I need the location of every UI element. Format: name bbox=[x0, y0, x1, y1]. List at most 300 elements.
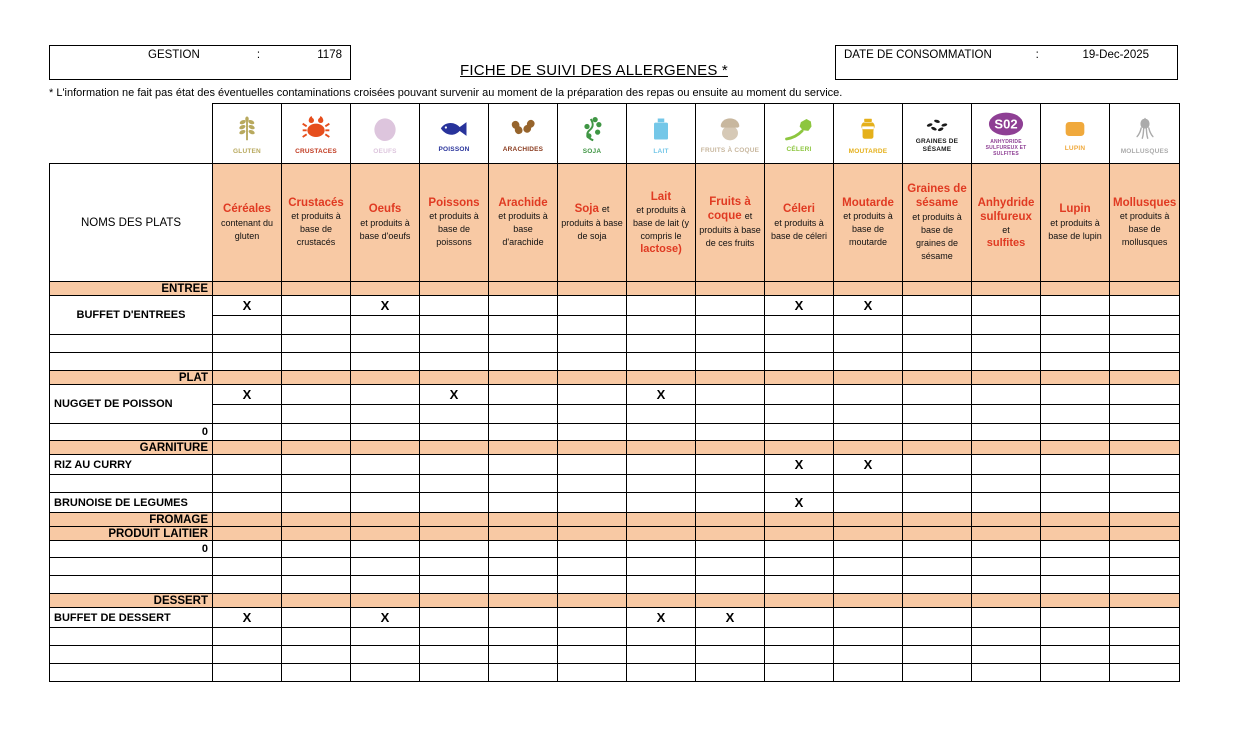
section-cell-crustaces bbox=[282, 594, 351, 608]
data-cell-coque bbox=[696, 475, 765, 493]
row-label-cell bbox=[50, 558, 213, 576]
data-cell-arachides bbox=[489, 455, 558, 475]
so2-icon bbox=[972, 111, 1040, 137]
section-cell-crustaces bbox=[282, 282, 351, 296]
data-cell-mollusques bbox=[1110, 646, 1180, 664]
data-cell-mollusques bbox=[1110, 316, 1180, 335]
data-cell-lupin bbox=[1041, 558, 1110, 576]
data-cell-lupin bbox=[1041, 628, 1110, 646]
dish-name-cell: BUFFET DE DESSERT bbox=[50, 608, 213, 628]
sesame-description-cell bbox=[903, 164, 972, 282]
data-cell-mollusques bbox=[1110, 628, 1180, 646]
data-cell-so2 bbox=[972, 296, 1041, 316]
section-cell-mollusques bbox=[1110, 513, 1180, 527]
data-cell-coque bbox=[696, 541, 765, 558]
data-cell-celeri bbox=[765, 405, 834, 424]
section-cell-lait bbox=[627, 513, 696, 527]
data-cell-moutarde bbox=[834, 628, 903, 646]
data-cell-crustaces bbox=[282, 576, 351, 594]
allergen-mark-cell-lait: X bbox=[627, 608, 696, 628]
allergen-name: Lait bbox=[650, 190, 672, 203]
data-cell-mollusques bbox=[1110, 385, 1180, 405]
section-cell-sesame bbox=[903, 371, 972, 385]
allergen-name: Graines de sésame bbox=[907, 183, 967, 210]
data-cell-soja bbox=[558, 296, 627, 316]
date-value: 19-Dec-2025 bbox=[1082, 49, 1149, 61]
data-cell-oeufs bbox=[351, 576, 420, 594]
allergen-icon-label: GRAINES DE SÉSAME bbox=[915, 137, 959, 153]
data-cell-lupin bbox=[1041, 608, 1110, 628]
data-cell-moutarde bbox=[834, 316, 903, 335]
mollusques-header-cell bbox=[1110, 104, 1180, 164]
allergen-name: Céréales bbox=[223, 203, 271, 216]
data-cell-lupin bbox=[1041, 316, 1110, 335]
allergen-icon-label: POISSON bbox=[438, 145, 470, 153]
data-cell-lait bbox=[627, 424, 696, 441]
data-cell-coque bbox=[696, 385, 765, 405]
section-cell-crustaces bbox=[282, 527, 351, 541]
celeri-header-cell bbox=[765, 104, 834, 164]
data-cell-lait bbox=[627, 558, 696, 576]
data-cell-crustaces bbox=[282, 628, 351, 646]
data-cell-coque bbox=[696, 424, 765, 441]
section-cell-so2 bbox=[972, 594, 1041, 608]
arachides-description-cell bbox=[489, 164, 558, 282]
data-cell-arachides bbox=[489, 405, 558, 424]
allergen-icon-label: SOJA bbox=[582, 147, 602, 155]
section-cell-gluten bbox=[213, 282, 282, 296]
soy-icon bbox=[558, 112, 626, 146]
data-cell-so2 bbox=[972, 628, 1041, 646]
mollusques-description-cell bbox=[1110, 164, 1180, 282]
data-cell-mollusques bbox=[1110, 353, 1180, 371]
allergen-icon-label: ARACHIDES bbox=[502, 145, 544, 153]
allergen-name: Oeufs bbox=[368, 203, 402, 216]
section-cell-mollusques bbox=[1110, 371, 1180, 385]
data-cell-gluten bbox=[213, 664, 282, 682]
data-cell-coque bbox=[696, 296, 765, 316]
coque-description-cell bbox=[696, 164, 765, 282]
section-cell-sesame bbox=[903, 594, 972, 608]
allergen-icon-label: GLUTEN bbox=[233, 147, 261, 155]
data-cell-so2 bbox=[972, 558, 1041, 576]
section-cell-gluten bbox=[213, 441, 282, 455]
data-cell-celeri bbox=[765, 628, 834, 646]
allergen-description: et produits à base de mollusques bbox=[1119, 211, 1170, 248]
section-cell-gluten bbox=[213, 527, 282, 541]
allergen-name: Céleri bbox=[783, 203, 815, 216]
allergen-description: et produits à base de ces fruits bbox=[699, 211, 761, 248]
data-cell-coque bbox=[696, 493, 765, 513]
data-cell-gluten bbox=[213, 316, 282, 335]
data-cell-poisson bbox=[420, 493, 489, 513]
data-cell-sesame bbox=[903, 608, 972, 628]
lupin-icon bbox=[1041, 115, 1109, 143]
allergen-name: Mollusques bbox=[1113, 196, 1177, 209]
data-cell-so2 bbox=[972, 335, 1041, 353]
data-cell-moutarde bbox=[834, 424, 903, 441]
data-cell-so2 bbox=[972, 664, 1041, 682]
data-cell-sesame bbox=[903, 558, 972, 576]
data-cell-celeri bbox=[765, 424, 834, 441]
data-cell-gluten bbox=[213, 541, 282, 558]
data-cell-poisson bbox=[420, 316, 489, 335]
data-cell-crustaces bbox=[282, 475, 351, 493]
data-cell-poisson bbox=[420, 335, 489, 353]
gestion-label: GESTION bbox=[148, 49, 200, 61]
celeri-description-cell bbox=[765, 164, 834, 282]
section-cell-sesame bbox=[903, 513, 972, 527]
data-cell-mollusques bbox=[1110, 541, 1180, 558]
allergen-icon-label: MOUTARDE bbox=[848, 147, 888, 155]
data-cell-soja bbox=[558, 493, 627, 513]
data-cell-coque bbox=[696, 664, 765, 682]
data-cell-lupin bbox=[1041, 296, 1110, 316]
data-cell-moutarde bbox=[834, 541, 903, 558]
lait-header-cell bbox=[627, 104, 696, 164]
section-cell-soja bbox=[558, 282, 627, 296]
data-cell-sesame bbox=[903, 541, 972, 558]
section-cell-so2 bbox=[972, 513, 1041, 527]
data-cell-poisson bbox=[420, 664, 489, 682]
gluten-header-cell bbox=[213, 104, 282, 164]
data-cell-oeufs bbox=[351, 424, 420, 441]
data-cell-oeufs bbox=[351, 316, 420, 335]
mustard-icon bbox=[834, 112, 902, 146]
data-cell-celeri bbox=[765, 576, 834, 594]
section-cell-arachides bbox=[489, 282, 558, 296]
data-cell-soja bbox=[558, 475, 627, 493]
data-cell-sesame bbox=[903, 455, 972, 475]
allergen-description: et bbox=[1002, 225, 1010, 236]
data-cell-gluten bbox=[213, 646, 282, 664]
data-cell-so2 bbox=[972, 493, 1041, 513]
data-cell-mollusques bbox=[1110, 296, 1180, 316]
data-cell-oeufs bbox=[351, 385, 420, 405]
section-cell-gluten bbox=[213, 371, 282, 385]
data-cell-gluten bbox=[213, 405, 282, 424]
data-cell-moutarde bbox=[834, 493, 903, 513]
squid-icon bbox=[1110, 112, 1179, 146]
sesame-header-cell bbox=[903, 104, 972, 164]
page-title: FICHE DE SUIVI DES ALLERGENES * bbox=[460, 62, 728, 79]
data-cell-poisson bbox=[420, 646, 489, 664]
data-cell-oeufs bbox=[351, 664, 420, 682]
allergen-mark-cell-moutarde: X bbox=[834, 455, 903, 475]
lait-description-cell bbox=[627, 164, 696, 282]
section-cell-oeufs bbox=[351, 527, 420, 541]
section-cell-gluten bbox=[213, 513, 282, 527]
allergen-mark-cell-celeri: X bbox=[765, 493, 834, 513]
allergen-description: et produits à base de lupin bbox=[1048, 217, 1102, 241]
dish-name-cell: BRUNOISE DE LEGUMES bbox=[50, 493, 213, 513]
milk-icon bbox=[627, 112, 695, 146]
data-cell-sesame bbox=[903, 475, 972, 493]
data-cell-mollusques bbox=[1110, 608, 1180, 628]
data-cell-crustaces bbox=[282, 646, 351, 664]
egg-icon bbox=[351, 112, 419, 146]
data-cell-mollusques bbox=[1110, 493, 1180, 513]
allergen-description: et produits à base d'arachide bbox=[498, 211, 548, 248]
data-cell-so2 bbox=[972, 475, 1041, 493]
data-cell-arachides bbox=[489, 385, 558, 405]
coque-header-cell bbox=[696, 104, 765, 164]
allergen-name: Soja bbox=[574, 203, 599, 216]
lupin-header-cell bbox=[1041, 104, 1110, 164]
data-cell-so2 bbox=[972, 385, 1041, 405]
data-cell-mollusques bbox=[1110, 455, 1180, 475]
data-cell-coque bbox=[696, 353, 765, 371]
section-cell-poisson bbox=[420, 513, 489, 527]
data-cell-moutarde bbox=[834, 558, 903, 576]
data-cell-coque bbox=[696, 628, 765, 646]
allergen-mark-cell-oeufs: X bbox=[351, 296, 420, 316]
data-cell-lait bbox=[627, 628, 696, 646]
allergen-description-red: sulfites bbox=[986, 237, 1026, 250]
section-cell-poisson bbox=[420, 282, 489, 296]
data-cell-gluten bbox=[213, 353, 282, 371]
data-cell-mollusques bbox=[1110, 335, 1180, 353]
data-cell-lait bbox=[627, 296, 696, 316]
soja-description-cell bbox=[558, 164, 627, 282]
section-cell-oeufs bbox=[351, 513, 420, 527]
data-cell-lait bbox=[627, 541, 696, 558]
data-cell-mollusques bbox=[1110, 576, 1180, 594]
data-cell-coque bbox=[696, 335, 765, 353]
data-cell-oeufs bbox=[351, 353, 420, 371]
section-cell-soja bbox=[558, 527, 627, 541]
allergen-name: Lupin bbox=[1059, 203, 1091, 216]
data-cell-gluten bbox=[213, 493, 282, 513]
allergen-description: et produits à base de poissons bbox=[429, 211, 479, 248]
data-cell-arachides bbox=[489, 664, 558, 682]
data-cell-crustaces bbox=[282, 335, 351, 353]
allergen-name: Moutarde bbox=[842, 196, 894, 209]
data-cell-arachides bbox=[489, 576, 558, 594]
data-cell-gluten bbox=[213, 576, 282, 594]
data-cell-so2 bbox=[972, 576, 1041, 594]
data-cell-crustaces bbox=[282, 405, 351, 424]
section-cell-sesame bbox=[903, 282, 972, 296]
allergen-name: Arachide bbox=[498, 196, 548, 209]
data-cell-celeri bbox=[765, 335, 834, 353]
section-cell-arachides bbox=[489, 371, 558, 385]
allergen-mark-cell-moutarde: X bbox=[834, 296, 903, 316]
soja-header-cell bbox=[558, 104, 627, 164]
arachides-header-cell bbox=[489, 104, 558, 164]
section-cell-moutarde bbox=[834, 527, 903, 541]
data-cell-lupin bbox=[1041, 385, 1110, 405]
allergen-mark-cell-coque: X bbox=[696, 608, 765, 628]
data-cell-coque bbox=[696, 646, 765, 664]
data-cell-oeufs bbox=[351, 558, 420, 576]
allergen-name: Poissons bbox=[428, 196, 480, 209]
data-cell-arachides bbox=[489, 316, 558, 335]
data-cell-poisson bbox=[420, 576, 489, 594]
data-cell-oeufs bbox=[351, 475, 420, 493]
data-cell-crustaces bbox=[282, 664, 351, 682]
poisson-description-cell bbox=[420, 164, 489, 282]
section-cell-coque bbox=[696, 513, 765, 527]
allergen-description: et produits à base de soja bbox=[561, 204, 623, 241]
data-cell-gluten bbox=[213, 335, 282, 353]
data-cell-soja bbox=[558, 335, 627, 353]
data-cell-so2 bbox=[972, 455, 1041, 475]
section-cell-arachides bbox=[489, 513, 558, 527]
data-cell-crustaces bbox=[282, 296, 351, 316]
data-cell-sesame bbox=[903, 424, 972, 441]
data-cell-celeri bbox=[765, 541, 834, 558]
data-cell-moutarde bbox=[834, 646, 903, 664]
data-cell-arachides bbox=[489, 475, 558, 493]
data-cell-soja bbox=[558, 608, 627, 628]
sesame-icon bbox=[903, 114, 971, 136]
allergen-table-wrap bbox=[49, 103, 1180, 682]
data-cell-soja bbox=[558, 405, 627, 424]
row-label-cell bbox=[50, 576, 213, 594]
row-label-cell bbox=[50, 628, 213, 646]
data-cell-coque bbox=[696, 405, 765, 424]
section-cell-lupin bbox=[1041, 371, 1110, 385]
data-cell-lupin bbox=[1041, 541, 1110, 558]
dish-name-cell: RIZ AU CURRY bbox=[50, 455, 213, 475]
data-cell-lupin bbox=[1041, 335, 1110, 353]
data-cell-so2 bbox=[972, 424, 1041, 441]
data-cell-lupin bbox=[1041, 576, 1110, 594]
data-cell-coque bbox=[696, 558, 765, 576]
data-cell-soja bbox=[558, 576, 627, 594]
data-cell-lait bbox=[627, 475, 696, 493]
allergen-icon-label: MOLLUSQUES bbox=[1120, 147, 1169, 155]
section-cell-arachides bbox=[489, 594, 558, 608]
section-cell-sesame bbox=[903, 441, 972, 455]
data-cell-celeri bbox=[765, 353, 834, 371]
data-cell-moutarde bbox=[834, 608, 903, 628]
moutarde-description-cell bbox=[834, 164, 903, 282]
allergen-description: et produits à base de lait (y compris le bbox=[632, 205, 690, 242]
section-cell-mollusques bbox=[1110, 441, 1180, 455]
data-cell-mollusques bbox=[1110, 405, 1180, 424]
section-cell-poisson bbox=[420, 371, 489, 385]
section-row-label: DESSERT bbox=[50, 594, 213, 608]
data-cell-oeufs bbox=[351, 455, 420, 475]
allergen-mark-cell-gluten: X bbox=[213, 385, 282, 405]
section-cell-lait bbox=[627, 282, 696, 296]
svg-text:S02: S02 bbox=[994, 116, 1018, 132]
data-cell-moutarde bbox=[834, 353, 903, 371]
data-cell-gluten bbox=[213, 475, 282, 493]
crustaces-description-cell bbox=[282, 164, 351, 282]
section-cell-soja bbox=[558, 441, 627, 455]
data-cell-soja bbox=[558, 316, 627, 335]
data-cell-crustaces bbox=[282, 541, 351, 558]
data-cell-sesame bbox=[903, 664, 972, 682]
data-cell-crustaces bbox=[282, 558, 351, 576]
data-cell-arachides bbox=[489, 558, 558, 576]
allergen-mark-cell-gluten: X bbox=[213, 296, 282, 316]
section-cell-lait bbox=[627, 441, 696, 455]
data-cell-crustaces bbox=[282, 455, 351, 475]
so2-header-cell bbox=[972, 104, 1041, 164]
data-cell-crustaces bbox=[282, 353, 351, 371]
data-cell-soja bbox=[558, 424, 627, 441]
section-cell-lupin bbox=[1041, 282, 1110, 296]
allergen-table-body bbox=[50, 282, 1180, 682]
dish-name-cell: BUFFET D'ENTREES bbox=[50, 296, 213, 335]
section-cell-oeufs bbox=[351, 594, 420, 608]
data-cell-poisson bbox=[420, 353, 489, 371]
dish-name-cell: NUGGET DE POISSON bbox=[50, 385, 213, 424]
data-cell-so2 bbox=[972, 353, 1041, 371]
allergen-mark-cell-gluten: X bbox=[213, 608, 282, 628]
section-cell-poisson bbox=[420, 441, 489, 455]
so2-description-cell bbox=[972, 164, 1041, 282]
data-cell-sesame bbox=[903, 405, 972, 424]
section-cell-lupin bbox=[1041, 594, 1110, 608]
data-cell-poisson bbox=[420, 475, 489, 493]
section-cell-moutarde bbox=[834, 282, 903, 296]
allergen-name: Fruits à coque bbox=[707, 196, 751, 223]
data-cell-gluten bbox=[213, 424, 282, 441]
data-cell-sesame bbox=[903, 316, 972, 335]
data-cell-celeri bbox=[765, 475, 834, 493]
allergen-icon-label: OEUFS bbox=[373, 147, 397, 155]
data-cell-gluten bbox=[213, 628, 282, 646]
section-cell-coque bbox=[696, 594, 765, 608]
data-cell-gluten bbox=[213, 455, 282, 475]
data-cell-arachides bbox=[489, 296, 558, 316]
section-cell-poisson bbox=[420, 594, 489, 608]
row-label-cell bbox=[50, 335, 213, 353]
data-cell-oeufs bbox=[351, 335, 420, 353]
data-cell-gluten bbox=[213, 558, 282, 576]
allergen-name: Crustacés bbox=[288, 196, 344, 209]
row-label-cell: 0 bbox=[50, 424, 213, 441]
section-cell-poisson bbox=[420, 527, 489, 541]
allergen-icon-label: ANHYDRIDE SULFUREUX ET SULFITES bbox=[985, 138, 1027, 157]
data-cell-arachides bbox=[489, 646, 558, 664]
section-cell-moutarde bbox=[834, 371, 903, 385]
gestion-box bbox=[49, 45, 351, 80]
section-cell-mollusques bbox=[1110, 594, 1180, 608]
data-cell-crustaces bbox=[282, 424, 351, 441]
row-label-cell bbox=[50, 353, 213, 371]
data-cell-crustaces bbox=[282, 385, 351, 405]
data-cell-lait bbox=[627, 646, 696, 664]
data-cell-arachides bbox=[489, 628, 558, 646]
allergen-icon-label: CÉLERI bbox=[786, 145, 812, 153]
section-cell-coque bbox=[696, 371, 765, 385]
row-label-cell: 0 bbox=[50, 541, 213, 558]
date-colon: : bbox=[1035, 49, 1039, 61]
section-cell-coque bbox=[696, 282, 765, 296]
data-cell-poisson bbox=[420, 296, 489, 316]
section-row-label: PRODUIT LAITIER bbox=[50, 527, 213, 541]
section-cell-celeri bbox=[765, 594, 834, 608]
data-cell-arachides bbox=[489, 608, 558, 628]
allergen-description: et produits à base de céleri bbox=[770, 217, 828, 241]
section-cell-lupin bbox=[1041, 513, 1110, 527]
data-cell-so2 bbox=[972, 405, 1041, 424]
data-cell-oeufs bbox=[351, 405, 420, 424]
oeufs-header-cell bbox=[351, 104, 420, 164]
section-cell-mollusques bbox=[1110, 527, 1180, 541]
section-cell-oeufs bbox=[351, 282, 420, 296]
date-label: DATE DE CONSOMMATION bbox=[844, 49, 992, 61]
allergen-table-head bbox=[50, 104, 1180, 282]
data-cell-lupin bbox=[1041, 405, 1110, 424]
allergen-description: et produits à base de moutarde bbox=[843, 211, 893, 248]
